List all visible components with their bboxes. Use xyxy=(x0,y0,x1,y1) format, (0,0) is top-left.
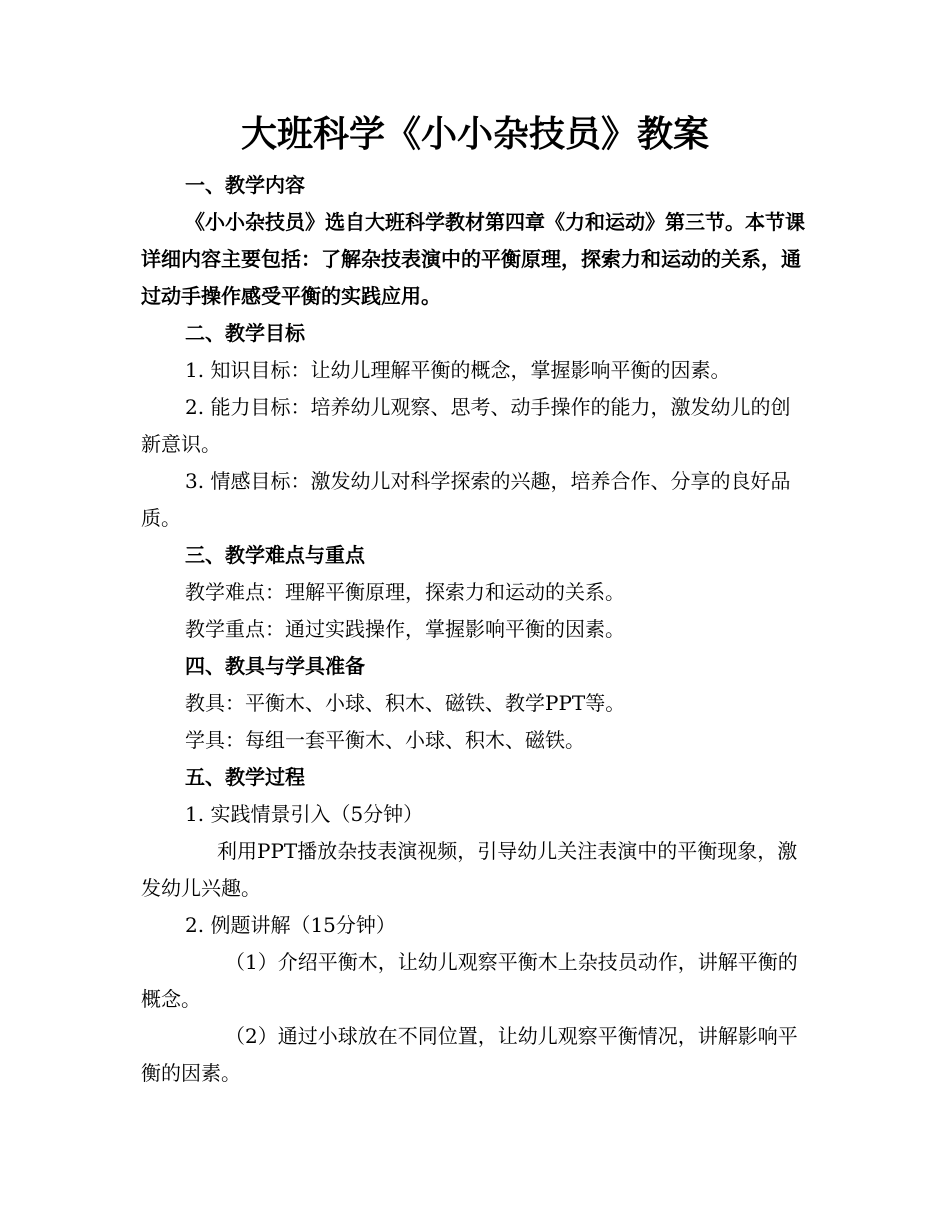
student-tools: 学具：每组一套平衡木、小球、积木、磁铁。 xyxy=(185,728,585,752)
process-step-1-title: 1. 实践情景引入（5分钟） xyxy=(185,802,424,826)
process-step-2-item-1: （1）介绍平衡木，让幼儿观察平衡木上杂技员动作，讲解平衡的概念。 xyxy=(141,950,798,1011)
process-step-1-text: 利用PPT播放杂技表演视频，引导幼儿关注表演中的平衡现象，激发幼儿兴趣。 xyxy=(141,839,798,900)
section-heading-teaching-process: 五、教学过程 xyxy=(185,765,305,789)
document-body xyxy=(141,167,809,1092)
goal-item-knowledge: 1. 知识目标：让幼儿理解平衡的概念，掌握影响平衡的因素。 xyxy=(185,358,731,382)
document-title: 大班科学《小小杂技员》教案 xyxy=(240,113,709,155)
teaching-key-point: 教学重点：通过实践操作，掌握影响平衡的因素。 xyxy=(185,617,625,641)
teacher-tools: 教具：平衡木、小球、积木、磁铁、教学PPT等。 xyxy=(185,691,626,715)
section-heading-materials: 四、教具与学具准备 xyxy=(185,654,365,678)
goal-item-emotion: 3. 情感目标：激发幼儿对科学探索的兴趣，培养合作、分享的良好品质。 xyxy=(141,469,791,530)
teaching-content-paragraph: 《小小杂技员》选自大班科学教材第四章《力和运动》第三节。本节课详细内容主要包括：了解杂技表演中的平衡原理，探索力和运动的关系，通过动手操作感受平衡的实践应用。 xyxy=(141,210,805,308)
process-step-2-title: 2. 例题讲解（15分钟） xyxy=(185,913,396,937)
goal-item-ability: 2. 能力目标：培养幼儿观察、思考、动手操作的能力，激发幼儿的创新意识。 xyxy=(141,395,791,456)
teaching-difficulty: 教学难点：理解平衡原理，探索力和运动的关系。 xyxy=(185,580,625,604)
section-heading-teaching-goals: 二、教学目标 xyxy=(185,321,305,345)
process-step-2-item-2: （2）通过小球放在不同位置，让幼儿观察平衡情况，讲解影响平衡的因素。 xyxy=(141,1024,798,1085)
section-heading-teaching-content: 一、教学内容 xyxy=(185,173,305,197)
section-heading-difficulties-keypoints: 三、教学难点与重点 xyxy=(185,543,365,567)
